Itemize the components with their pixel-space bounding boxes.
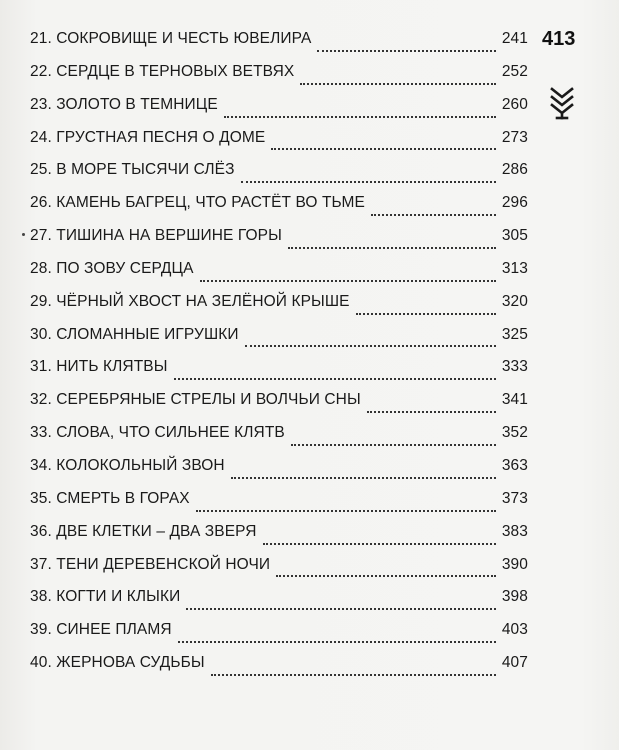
toc-dot-leader <box>174 378 496 380</box>
toc-dot-leader <box>371 214 496 216</box>
toc-entry-page: 305 <box>501 227 528 245</box>
margin-mark <box>22 233 25 236</box>
toc-entry-title: 25. В МОРЕ ТЫСЯЧИ СЛЁЗ <box>30 161 235 179</box>
toc-dot-leader <box>367 411 496 413</box>
toc-entry <box>30 523 528 556</box>
toc-entry-page: 352 <box>501 424 528 442</box>
toc-entry <box>30 194 528 227</box>
toc-entry <box>30 63 528 96</box>
toc-entry-title: 34. КОЛОКОЛЬНЫЙ ЗВОН <box>30 456 225 474</box>
toc-dot-leader <box>245 345 496 347</box>
toc-dot-leader <box>241 181 496 183</box>
toc-entry <box>30 588 528 621</box>
toc-entry <box>30 490 528 523</box>
toc-entry-page: 296 <box>501 194 528 212</box>
toc-dot-leader <box>186 608 496 610</box>
toc-entry-title: 37. ТЕНИ ДЕРЕВЕНСКОЙ НОЧИ <box>30 555 271 573</box>
toc-dot-leader <box>178 641 496 643</box>
table-of-contents <box>30 30 528 687</box>
toc-entry <box>30 260 528 293</box>
toc-entry <box>30 30 528 63</box>
toc-entry-title: 21. СОКРОВИЩЕ И ЧЕСТЬ ЮВЕЛИРА <box>30 30 312 47</box>
toc-entry-title: 27. ТИШИНА НА ВЕРШИНЕ ГОРЫ <box>30 227 282 245</box>
toc-entry <box>30 227 528 260</box>
folk-ornament-icon <box>547 86 577 120</box>
toc-entry <box>30 391 528 424</box>
toc-entry <box>30 326 528 359</box>
toc-entry-title: 29. ЧЁРНЫЙ ХВОСТ НА ЗЕЛЁНОЙ КРЫШЕ <box>30 292 350 310</box>
toc-entry-page: 241 <box>501 30 528 47</box>
toc-entry-page: 273 <box>501 128 528 146</box>
toc-entry-title: 26. КАМЕНЬ БАГРЕЦ, ЧТО РАСТЁТ ВО ТЬМЕ <box>30 194 365 212</box>
toc-entry <box>30 556 528 589</box>
toc-entry <box>30 358 528 391</box>
page-number: 413 <box>542 28 576 50</box>
toc-entry-title: 31. НИТЬ КЛЯТВЫ <box>30 358 168 376</box>
toc-entry <box>30 129 528 162</box>
toc-entry-page: 363 <box>501 456 528 474</box>
toc-dot-leader <box>356 313 496 315</box>
toc-dot-leader <box>263 543 496 545</box>
toc-entry-title: 24. ГРУСТНАЯ ПЕСНЯ О ДОМЕ <box>30 128 266 146</box>
toc-dot-leader <box>200 280 496 282</box>
toc-entry <box>30 293 528 326</box>
toc-entry-page: 403 <box>501 621 528 639</box>
toc-entry <box>30 96 528 129</box>
toc-entry <box>30 424 528 457</box>
toc-dot-leader <box>288 247 496 249</box>
toc-dot-leader <box>300 83 495 85</box>
toc-entry-title: 40. ЖЕРНОВА СУДЬБЫ <box>30 654 205 672</box>
toc-entry-title: 23. ЗОЛОТО В ТЕМНИЦЕ <box>30 95 218 113</box>
toc-entry-page: 286 <box>501 161 528 179</box>
toc-entry-title: 38. КОГТИ И КЛЫКИ <box>30 588 181 606</box>
toc-entry <box>30 161 528 194</box>
toc-dot-leader <box>196 510 496 512</box>
toc-entry-page: 325 <box>501 325 528 343</box>
toc-dot-leader <box>224 116 496 118</box>
toc-entry-page: 383 <box>501 522 528 540</box>
toc-dot-leader <box>276 575 496 577</box>
toc-entry-page: 407 <box>501 654 528 672</box>
toc-dot-leader <box>271 148 496 150</box>
toc-entry-page: 260 <box>501 95 528 113</box>
toc-entry-page: 333 <box>501 358 528 376</box>
toc-entry-title: 32. СЕРЕБРЯНЫЕ СТРЕЛЫ И ВОЛЧЬИ СНЫ <box>30 391 361 409</box>
toc-entry-page: 373 <box>501 489 528 507</box>
toc-dot-leader <box>291 444 496 446</box>
toc-entry-page: 398 <box>501 588 528 606</box>
toc-dot-leader <box>211 674 496 676</box>
toc-entry-page: 341 <box>501 391 528 409</box>
toc-entry <box>30 621 528 654</box>
toc-entry-title: 35. СМЕРТЬ В ГОРАХ <box>30 489 190 507</box>
toc-dot-leader <box>231 477 496 479</box>
toc-dot-leader <box>317 50 495 52</box>
toc-entry-title: 33. СЛОВА, ЧТО СИЛЬНЕЕ КЛЯТВ <box>30 424 285 442</box>
toc-entry <box>30 457 528 490</box>
toc-entry-page: 252 <box>501 62 528 80</box>
toc-entry-title: 36. ДВЕ КЛЕТКИ – ДВА ЗВЕРЯ <box>30 522 257 540</box>
toc-entry <box>30 654 528 687</box>
toc-entry-title: 28. ПО ЗОВУ СЕРДЦА <box>30 259 194 277</box>
toc-entry-title: 22. СЕРДЦЕ В ТЕРНОВЫХ ВЕТВЯХ <box>30 62 295 80</box>
toc-entry-title: 39. СИНЕЕ ПЛАМЯ <box>30 621 172 639</box>
toc-entry-page: 390 <box>501 555 528 573</box>
toc-entry-title: 30. СЛОМАННЫЕ ИГРУШКИ <box>30 325 239 343</box>
toc-entry-page: 313 <box>501 259 528 277</box>
toc-entry-page: 320 <box>501 292 528 310</box>
